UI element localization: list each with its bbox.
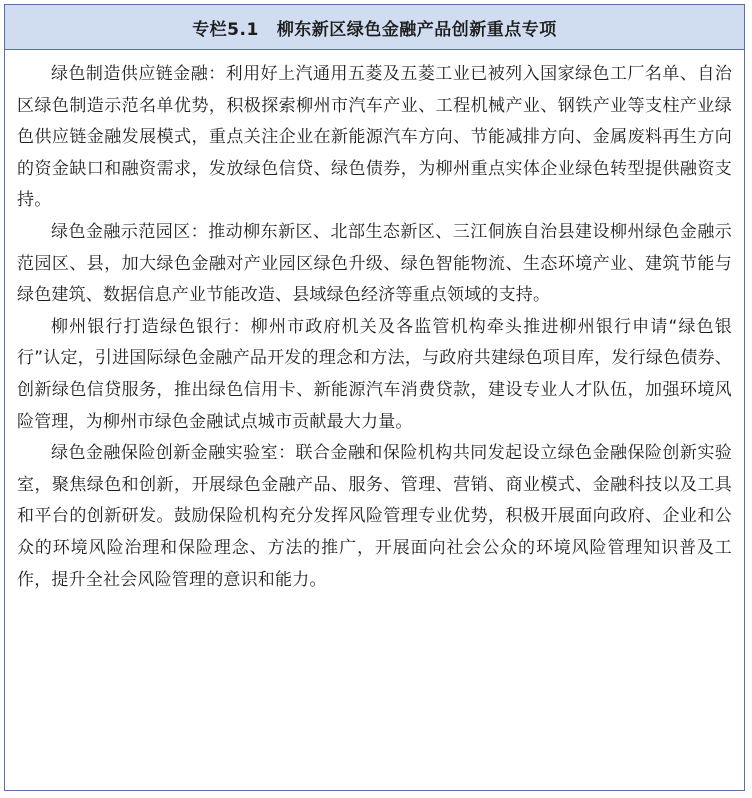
column-content (5, 50, 744, 596)
column-title: 柳东新区绿色金融产品创新重点专项 (276, 19, 557, 40)
paragraph-demo-park: 绿色金融示范园区：推动柳东新区、北部生态新区、三江侗族自治县建设柳州绿色金融示范园区、县，加大绿色金融对产业园区绿色升级、绿色智能物流、生态环境产业、建筑节能与绿色建筑、数据信息产业节能改造、县域绿色经济等重点领域的支持。 (17, 221, 732, 306)
column-label: 专栏5.1 (192, 19, 259, 40)
column-box (4, 4, 745, 791)
paragraph-liuzhou-bank: 柳州银行打造绿色银行：柳州市政府机关及各监管机构牵头推进柳州银行申请“绿色银行”认定，引进国际绿色金融产品开发的理念和方法，与政府共建绿色项目库，发行绿色债券、创新绿色信贷服务，推出绿色信用卡、新能源汽车消费贷款，建设专业人才队伍，加强环境风险管理，为柳州市绿色金融试点城市贡献最大力量。 (17, 316, 732, 432)
column-header (5, 5, 744, 50)
paragraph-insurance-lab: 绿色金融保险创新金融实验室：联合金融和保险机构共同发起设立绿色金融保险创新实验室，聚焦绿色和创新，开展绿色金融产品、服务、管理、营销、商业模式、金融科技以及工具和平台的创新研发。鼓励保险机构充分发挥风险管理专业优势，积极开展面向政府、企业和公众的环境风险治理和保险理念、方法的推广，开展面向社会公众的环境风险管理知识普及工作，提升全社会风险管理的意识和能力。 (17, 443, 732, 590)
paragraph-green-manufacturing: 绿色制造供应链金融：利用好上汽通用五菱及五菱工业已被列入国家绿色工厂名单、自治区绿色制造示范名单优势，积极探索柳州市汽车产业、工程机械产业、钢铁产业等支柱产业绿色供应链金融发展模式，重点关注企业在新能源汽车方向、节能减排方向、金属废料再生方向的资金缺口和融资需求，发放绿色信贷、绿色债券，为柳州重点实体企业绿色转型提供融资支持。 (17, 64, 732, 211)
